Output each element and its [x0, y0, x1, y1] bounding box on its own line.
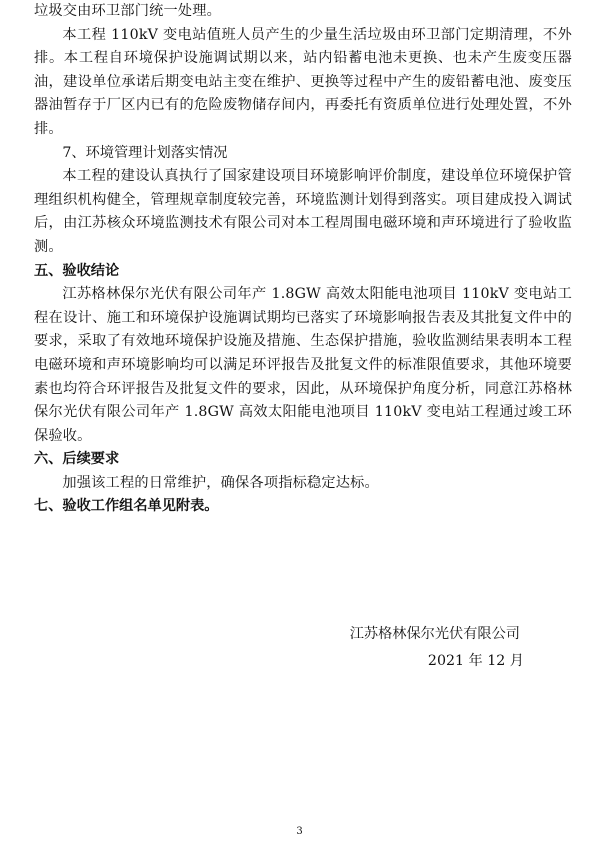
- section-heading-working-group: 七、验收工作组名单见附表。: [34, 498, 219, 515]
- paragraph-waste-continuation: 垃圾交由环卫部门统一处理。: [34, 3, 222, 19]
- signature-date: 2021 年 12 月: [427, 653, 524, 669]
- paragraph-follow-up: 加强该工程的日常维护，确保各项指标稳定达标。: [62, 474, 379, 491]
- document-body: [34, 0, 572, 519]
- section-heading-follow-up: 六、后续要求: [34, 451, 120, 468]
- section-heading-acceptance-conclusion: 五、验收结论: [34, 262, 120, 279]
- subheading-environmental-management: 7、环境管理计划落实情况: [62, 144, 228, 161]
- paragraph-environmental-management: 本工程的建设认真执行了国家建设项目环境影响评价制度，建设单位环境保护管理组织机构健全，管理规章制度较完善，环境监测计划得到落实。项目建成投入调试后，由江苏核众环境监测技术有限公司对本工程周围电磁环境和声环境进行了验收监测。: [34, 168, 572, 255]
- page-number: 3: [296, 826, 303, 837]
- paragraph-acceptance-conclusion: 江苏格林保尔光伏有限公司年产 1.8GW 高效太阳能电池项目 110kV 变电站工程在设计、施工和环境保护设施调试期均已落实了环境影响报告表及其批复文件中的要求，采取了有效地环境保护设施及措施、生态保护措施，验收监测结果表明本工程电磁环境和声环境影响均可以满足环评报告及批复文件的标准限值要求，其他环境要素也均符合环评报告及批复文件的要求，因此，从环境保护角度分析，同意江苏格林保尔光伏有限公司年产 1.8GW 高效太阳能电池项目 110kV 变电站工程通过竣工环保验收。: [34, 286, 572, 444]
- signature-company: 江苏格林保尔光伏有限公司: [349, 626, 520, 642]
- paragraph-domestic-waste: 本工程 110kV 变电站值班人员产生的少量生活垃圾由环卫部门定期清理，不外排。本工程自环境保护设施调试期以来，站内铅蓄电池未更换、也未产生废变压器油，建设单位承诺后期变电站主变在维护、更换等过程中产生的废铅蓄电池、废变压器油暂存于厂区内已有的危险废物储存间内，再委托有资质单位进行处理处置，不外排。: [34, 26, 572, 137]
